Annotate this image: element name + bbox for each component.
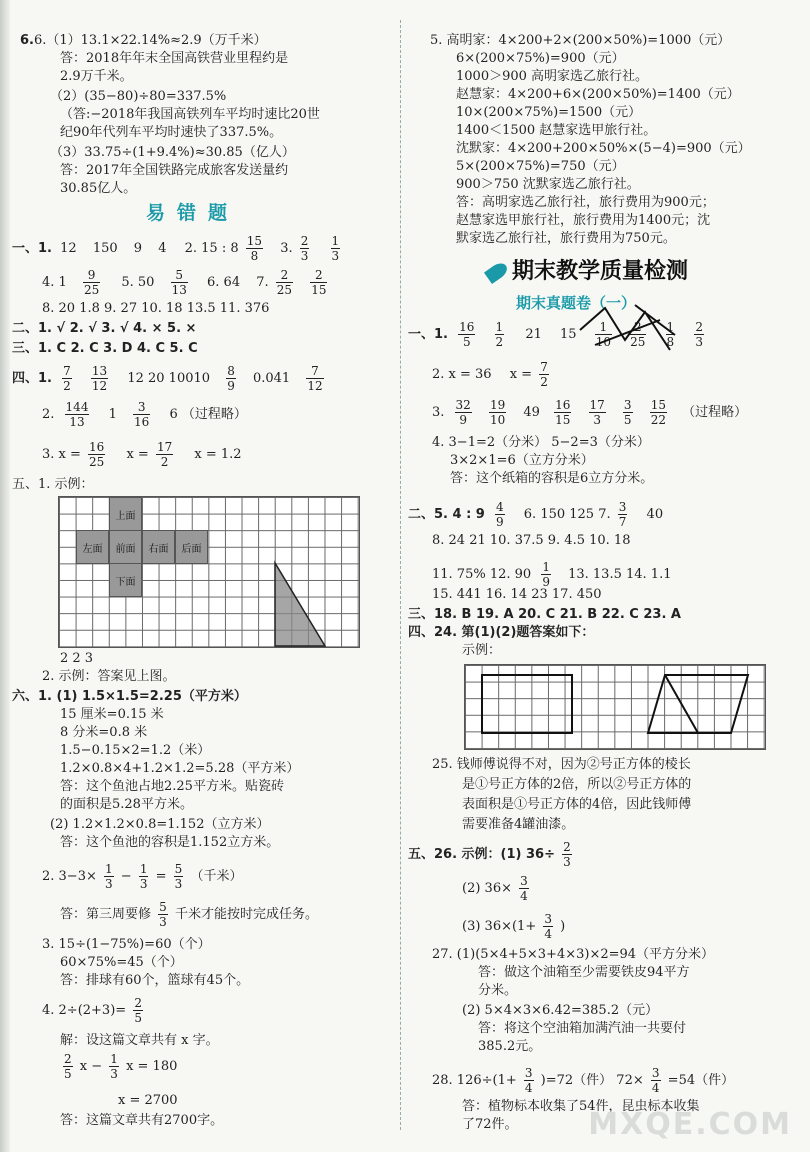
fraction: $\frac{2}{15}$ — [311, 268, 327, 297]
part6-q3: 60×75%=45（个） — [60, 955, 183, 970]
fraction: $\frac{2}{3}$ — [695, 320, 703, 349]
part2-line: 二、1. √ 2. √ 3. √ 4. × 5. × — [12, 321, 197, 336]
r-part5-q27: 385.2元。 — [478, 1039, 542, 1054]
fraction: $\frac{7}{2}$ — [63, 364, 71, 393]
part6-line: 的面积是5.28平方米。 — [60, 797, 193, 812]
part6-q3: 答：排球有60个，篮球有45个。 — [60, 973, 250, 988]
watermark-logo: MXQE.COM — [588, 1107, 792, 1142]
net-right-face: 右面 — [142, 530, 175, 564]
part6-q4-setup: 解：设这篇文章共有 x 字。 — [60, 1033, 219, 1048]
net-back-face: 后面 — [175, 530, 208, 564]
fraction: $\frac{4}{9}$ — [496, 500, 504, 529]
q6-2-line: （2）(35−80)÷80=337.5% — [50, 89, 227, 104]
part6-line: 1.2×0.8×4+1.2×1.2=5.28（平方米） — [60, 761, 300, 776]
q5-line: 10×(200×75%)=1500（元） — [456, 105, 642, 120]
r-part1-q3: 3. $\frac{32}{9}$ $\frac{19}{10}$ 49 $\frac{16}{15}$ $\frac{17}{3}$ $\frac{3}{5}$ $\frac{15}{22}$ （过程略） — [432, 398, 748, 427]
part4-line2: 2. $\frac{144}{13}$ 1 $\frac{3}{16}$ 6 （过程略） — [42, 400, 247, 429]
section-title: 易错题 — [146, 202, 240, 224]
fraction: $\frac{13}{12}$ — [91, 364, 108, 393]
fraction: $\frac{2}{25}$ — [630, 320, 646, 349]
fraction: $\frac{32}{9}$ — [455, 398, 471, 427]
fraction: $\frac{3}{4}$ — [544, 912, 552, 941]
fraction: $\frac{1}{3}$ — [110, 1052, 118, 1081]
q5-line: 默家选乙旅行社，旅行费用为750元。 — [456, 231, 676, 246]
r-part4-q25: 需要准备4罐油漆。 — [462, 817, 575, 832]
part6-line: 15 厘米=0.15 米 — [60, 707, 164, 722]
fraction: $\frac{16}{15}$ — [555, 398, 571, 427]
part6-line: 六、1. (1) 1.5×1.5=2.25（平方米） — [12, 689, 247, 704]
q6-1-line: 6.（1）13.1×22.14%≈2.9（万千米） — [33, 33, 267, 48]
fraction: $\frac{16}{5}$ — [459, 320, 475, 349]
r-part4-line: 四、24. 第(1)(2)题答案如下： — [408, 625, 595, 640]
fraction: $\frac{144}{13}$ — [65, 400, 89, 429]
fraction: $\frac{3}{16}$ — [134, 400, 150, 429]
q5-line: 1400＜1500 赵慧家选甲旅行社。 — [456, 123, 657, 138]
part6-q4-equation: $\frac{2}{5}$ x − $\frac{1}{3}$ x = 180 — [64, 1052, 178, 1081]
q5-line: 答：高明家选乙旅行社，旅行费用为900元； — [456, 195, 715, 210]
fraction: $\frac{7}{2}$ — [540, 360, 548, 389]
fraction: $\frac{5}{3}$ — [174, 862, 183, 891]
fraction: $\frac{3}{4}$ — [520, 874, 528, 903]
part5-label: 五、1. 示例： — [12, 477, 94, 492]
fraction: $\frac{2}{5}$ — [134, 996, 142, 1025]
r-part5-q27: (2) 5×4×3×6.42=385.2（元） — [462, 1003, 659, 1018]
r-part5-q28: 28. 126÷(1+ $\frac{3}{4}$ )=72（件） 72× $\frac{3}{4}$ =54（件） — [432, 1066, 735, 1095]
part5-q2: 2. 示例：答案见上图。 — [42, 669, 176, 684]
r-part2-line3: 11. 75% 12. 90 $\frac{1}{9}$ 13. 13.5 14. 1.1 — [432, 560, 672, 589]
q5-line: 赵慧家选甲旅行社，旅行费用为1400元；沈 — [456, 213, 711, 228]
fraction: $\frac{3}{4}$ — [524, 1066, 533, 1095]
part3-line: 三、1. C 2. C 3. D 4. C 5. C — [12, 341, 198, 356]
exam-subtitle: 期末真题卷（一） — [516, 294, 637, 312]
q5-line: 900＞750 沈默家选乙旅行社。 — [456, 177, 640, 192]
fraction: $\frac{1}{3}$ — [105, 862, 113, 891]
r-part4-q25: 表面积是①号正方体的4倍，因此钱师傅 — [462, 797, 692, 812]
part1-line1: 一、1. 12 150 9 4 2. 15 : 8 $\frac{15}{8}$ 3. $\frac{2}{3}$ $\frac{1}{3}$ — [12, 234, 340, 263]
r-part3-line: 三、18. B 19. A 20. C 21. B 22. C 23. A — [408, 607, 681, 622]
handwritten-scribble — [575, 300, 685, 360]
q6-3-answer: 答：2017年全国铁路完成旅客发送量约 — [60, 163, 289, 178]
r-part4-q25: 25. 钱师傅说得不对，因为②号正方体的棱长 — [432, 757, 691, 772]
fraction: $\frac{2}{3}$ — [563, 840, 571, 869]
part6-q4-result: x = 2700 — [118, 1093, 178, 1108]
r-part5-q27: 答：做这个油箱至少需要铁皮94平方 — [478, 965, 690, 980]
fraction: $\frac{8}{9}$ — [227, 364, 235, 393]
r-part1-q4: 答：这个纸箱的容积是6立方分米。 — [450, 471, 654, 486]
part6-line: 1.5−0.15×2=1.2（米） — [60, 743, 211, 758]
q6-1-answer: 2.9万千米。 — [60, 69, 133, 84]
r-part5-q26-1: 五、26. 示例：(1) 36÷ $\frac{2}{3}$ — [408, 840, 571, 869]
r-part5-q26-2: (2) 36× $\frac{3}{4}$ — [462, 874, 528, 903]
fraction: $\frac{2}{25}$ — [276, 268, 293, 297]
part6-line: 答：这个鱼池的容积是1.152立方米。 — [60, 835, 280, 850]
q5-line: 赵慧家：4×200+6×(200×50%)=1400（元） — [456, 87, 740, 102]
r-part4-q25: 是①号正方体的2倍，所以②号正方体的 — [462, 777, 692, 792]
r-part2-line4: 15. 441 16. 14 23 17. 450 — [432, 587, 602, 602]
fraction: $\frac{1}{2}$ — [495, 320, 504, 349]
q5-line: 5×(200×75%)=750（元） — [456, 159, 625, 174]
fraction: $\frac{15}{8}$ — [246, 234, 263, 263]
net-front-face: 前面 — [109, 530, 142, 564]
fraction: $\frac{1}{3}$ — [331, 234, 340, 263]
fraction: $\frac{3}{4}$ — [651, 1066, 660, 1095]
fraction: $\frac{17}{2}$ — [156, 440, 173, 469]
page-binding-edge — [0, 0, 10, 1152]
drawn-figures — [465, 665, 765, 749]
fraction: $\frac{15}{22}$ — [650, 398, 666, 427]
net-left-face: 左面 — [76, 530, 109, 564]
fraction: $\frac{17}{3}$ — [589, 398, 605, 427]
part1-line2: 4. 1 $\frac{9}{25}$ 5. 50 $\frac{5}{13}$ 6. 64 7. $\frac{2}{25}$ $\frac{2}{15}$ — [42, 268, 327, 297]
q6-3-line: （3）33.75÷(1+9.4%)≈30.85（亿人） — [50, 145, 295, 160]
fraction: $\frac{5}{3}$ — [159, 900, 167, 929]
part6-line: (2) 1.2×1.2×0.8=1.152（立方米） — [50, 817, 270, 832]
r-part5-q27: 27. (1)(5×4+5×3+4×3)×2=94（平方分米） — [432, 947, 715, 962]
r-part5-q27: 分米。 — [478, 983, 518, 998]
q6-3-answer: 30.85亿人。 — [60, 181, 137, 196]
r-part5-q27: 答：将这个空油箱加满汽油一共要付 — [478, 1021, 687, 1036]
r-part1-q4: 3×2×1=6（立方分米） — [450, 453, 594, 468]
part1-line3: 8. 20 1.8 9. 27 10. 18 13.5 11. 376 — [42, 301, 270, 316]
q5-line: 沈默家：4×200+200×50%×(5−4)=900（元） — [456, 141, 751, 156]
part4-line1: 四、1. $\frac{7}{2}$ $\frac{13}{12}$ 12 20 10010 $\frac{8}{9}$ 0.041 $\frac{7}{12}$ — [12, 364, 323, 393]
fraction: $\frac{1}{8}$ — [666, 320, 675, 349]
part6-q4-formula: 4. 2÷(2+3)= $\frac{2}{5}$ — [42, 996, 142, 1025]
part6-line: 8 分米=0.8 米 — [60, 725, 148, 740]
q6-1-answer: 答：2018年年末全国高铁营业里程约是 — [60, 51, 289, 66]
part6-q2-answer: 答：第三周要修 $\frac{5}{3}$ 千米才能按时完成任务。 — [60, 900, 318, 929]
net-bottom-face: 下面 — [109, 563, 142, 597]
r-part5-q28-answer: 了72件。 — [462, 1117, 518, 1132]
part6-q2-formula: 2. 3−3× $\frac{1}{3}$ − $\frac{1}{3}$ = $\frac{5}{3}$ （千米） — [42, 862, 243, 891]
rocket-icon — [484, 260, 510, 284]
r-part4-example: 示例： — [462, 643, 502, 658]
r-part2-line1: 二、5. 4 : 9 $\frac{4}{9}$ 6. 150 125 7. $\frac{3}{7}$ 40 — [408, 500, 664, 529]
fraction: $\frac{1}{10}$ — [595, 320, 611, 349]
net-top-face: 上面 — [109, 497, 142, 531]
fraction: $\frac{5}{13}$ — [171, 268, 187, 297]
fraction: $\frac{3}{5}$ — [623, 398, 632, 427]
fraction: $\frac{7}{12}$ — [307, 364, 323, 393]
figure-grid — [464, 664, 766, 750]
fraction: $\frac{9}{25}$ — [83, 268, 100, 297]
part5-numbers: 2 2 3 — [60, 651, 94, 666]
q6-2-answer: 纪90年代列车平均时速快了337.5%。 — [60, 125, 283, 140]
r-part1-q2: 2. x = 36 x = $\frac{7}{2}$ — [432, 360, 548, 389]
q5-line: 6×(200×75%)=900（元） — [456, 51, 625, 66]
fraction: $\frac{2}{3}$ — [300, 234, 309, 263]
fraction: $\frac{19}{10}$ — [489, 398, 506, 427]
part4-line3: 3. x = $\frac{16}{25}$ x = $\frac{17}{2}$ x = 1.2 — [42, 440, 242, 469]
r-part2-line2: 8. 24 21 10. 37.5 9. 4.5 10. 18 — [432, 533, 631, 548]
part6-line: 答：这个鱼池占地2.25平方米。贴瓷砖 — [60, 779, 284, 794]
r-part5-q26-3: (3) 36×(1+ $\frac{3}{4}$ ) — [462, 912, 566, 941]
shaded-triangle — [59, 497, 359, 647]
fraction: $\frac{3}{7}$ — [618, 500, 627, 529]
q6-2-answer: （答:−2018年我国高铁列车平均时速比20世 — [60, 107, 320, 122]
r-part1-q4: 4. 3−1=2（分米） 5−2=3（分米） — [432, 435, 650, 450]
answer-page: 6.6.（1）13.1×22.14%≈2.9（万千米） 答：2018年年末全国高铁营业里程约是 2.9万千米。 （2）(35−80)÷80=337.5% （答:−2018年我国高铁列车平均时速比20世 纪90年代列车平均时速快了337.5%。 （3）33.75÷(1+9.4%)≈30.85（亿人） 答：2017年全国铁路完成旅客发送量约 30.85亿人。 易错题 一、1. 12 150 9 4 2. 15 : 8 $\frac{15}{8}$ 3. $\frac{2}{3}$ $\frac{1}{3}$ 4. 1 $\frac{9}{25}$ 5. 50 $\frac{5}{13}$ 6. 64 7. $\frac{2}{25}$ $\frac{2}{15}$ 8. 20 1.8 9. 27 10. 18 13.5 11. 376 二、1. √ 2. √ 3. √ 4. × 5. × 三、1. C 2. C 3. D 4. C 5. C 四、1. $\frac{7}{2}$ $\frac{13}{12}$ 12 20 10010 $\frac{8}{9}$ 0.041 $\frac{7}{12}$ 2. $\frac{144}{13}$ 1 $\frac{3}{16}$ 6 （过程略） 3. x = $\frac{16}{25}$ x = $\frac{17}{2}$ x = 1.2 五、1. 示例： 上面 左面 前面 右面 后面 下面 2 2 3 2. 示例：答案见上图。 六、1. (1) 1.5×1.5=2.25（平方米） 15 厘米=0.15 米 8 分米=0.8 米 1.5−0.15×2=1.2（米） 1.2×0.8×4+1.2×1.2=5.28（平方米） 答：这个鱼池占地2.25平方米。贴瓷砖 的面积是5.28平方米。 (2) 1.2×1.2×0.8=1.152（立方米） 答：这个鱼池的容积是1.152立方米。 2. 3−3× $\frac{1}{3}$ − $\frac{1}{3}$ = $\frac{5}{3}$ （千米） 答：第三周要修 $\frac{5}{3}$ 千米才能按时完成任务。 3. 15÷(1−75%)=60（个） 60×75%=45（个） 答：排球有60个，篮球有45个。 4. 2÷(2+3)= $\frac{2}{5}$ 解：设这篇文章共有 x 字。 $\frac{2}{5}$ x − $\frac{1}{3}$ x = 180 x = 2700 答：这篇文章共有2700字。 5. 高明家：4×200+2×(200×50%)=1000（元） 6×(200×75%)=900（元） 1000＞900 高明家选乙旅行社。 赵慧家：4×200+6×(200×50%)=1400（元） 10×(200×75%)=1500（元） 1400＜1500 赵慧家选甲旅行社。 沈默家：4×200+200×50%×(5−4)=900（元） 5×(200×75%)=750（元） 900＞750 沈默家选乙旅行社。 答：高明家选乙旅行社，旅行费用为900元； 赵慧家选甲旅行社，旅行费用为1400元；沈 默家选乙旅行社，旅行费用为750元。 期末教学质量检测 期末真题卷（一） 一、1. $\frac{16}{5}$ $\frac{1}{2}$ 21 15 $\frac{1}{10}$ $\frac{2}{25}$ $\frac{1}{8}$ $\frac{2}{3}$ 2. x = 36 x = $\frac{7}{2}$ 3. $\frac{32}{9}$ $\frac{19}{10}$ 49 $\frac{16}{15}$ $\frac{17}{3}$ $\frac{3}{5}$ $\frac{15}{22}$ （过程略） 4. 3−1=2（分米） 5−2=3（分米） 3×2×1=6（立方分米） 答：这个纸箱的容积是6立方分米。 二、5. 4 : 9 $\frac{4}{9}$ 6. 150 125 7. $\frac{3}{7}$ 40 8. 24 21 10. 37.5 9. 4.5 10. 18 11. 75% 12. 90 $\frac{1}{9}$ 13. 13.5 14. 1.1 15. 441 16. 14 23 17. 450 三、18. B 19. A 20. C 21. B 22. C 23. A 四、24. 第(1)(2)题答案如下： 示例： 25. 钱师傅说得不对，因为②号正方体的棱长 是①号正方体的2倍，所以②号正方体的 表面积是①号正方体的4倍，因此钱师傅 需要准备4罐油漆。 五、26. 示例：(1) 36÷ $\frac{2}{3}$ (2) 36× $\frac{3}{4}$ (3) 36×(1+ $\frac{3}{4}$ ) 27. (1)(5×4+5×3+4×3)×2=94（平方分米） 答：做这个油箱至少需要铁皮94平方 分米。 (2) 5×4×3×6.42=385.2（元） 答：将这个空油箱加满汽油一共要付 385.2元。 28. 126÷(1+ $\frac{3}{4}$ )=72（件） 72× $\frac{3}{4}$ =54（件） 答：植物标本收集了54件，昆虫标本收集 了72件。 MXQE.COM — [0, 0, 810, 1152]
part6-q4-answer: 答：这篇文章共有2700字。 — [60, 1113, 224, 1128]
q5-line: 1000＞900 高明家选乙旅行社。 — [456, 69, 649, 84]
column-divider — [400, 20, 401, 1130]
cube-net-grid — [58, 496, 360, 648]
fraction: $\frac{2}{5}$ — [64, 1052, 72, 1081]
part6-q3: 3. 15÷(1−75%)=60（个） — [42, 937, 211, 952]
r-part1-line1: 一、1. $\frac{16}{5}$ $\frac{1}{2}$ 21 15 $\frac{1}{10}$ $\frac{2}{25}$ $\frac{1}{8}$ $\frac{2}{3}$ — [408, 320, 703, 349]
fraction: $\frac{1}{9}$ — [542, 560, 550, 589]
fraction: $\frac{16}{25}$ — [89, 440, 105, 469]
q5-line: 5. 高明家：4×200+2×(200×50%)=1000（元） — [430, 33, 731, 48]
exam-banner: 期末教学质量检测 — [486, 254, 688, 285]
r-part5-q28-answer: 答：植物标本收集了54件，昆虫标本收集 — [462, 1099, 700, 1114]
fraction: $\frac{1}{3}$ — [139, 862, 148, 891]
